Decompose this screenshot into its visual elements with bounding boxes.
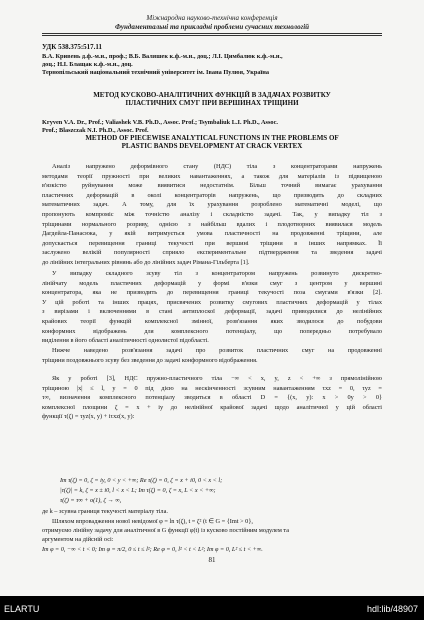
para3-line-1: Нижче наведено розв'язання задачі про розвиток пластичних смуг на продовженні: [52, 347, 382, 354]
authors-ua-line-1: В.А. Кривень д.ф.-м.н., проф.; В.Б. Валяшек к.ф.-м.н., доц.; Л.І. Цимбалюк к.ф.-м.н.,: [42, 53, 283, 60]
conference-subtitle: Фундаментальні та прикладні проблеми сучасних технологій: [114, 23, 310, 31]
para2-line-1: У випадку складного зсуву тіл з концентратором напружень розвинуто дискретно-: [52, 270, 382, 277]
footer-bar: [0, 596, 424, 620]
footer-handle: hdl:lib/48907: [366, 604, 418, 614]
para1-line-1: Аналіз напружено деформівного стану (НДС) тіла з концентраторами напружень: [52, 163, 382, 170]
para2-line-4: У цій роботі та інших працях, присвячених розвитку смугових пластичних деформацій у тілах: [42, 298, 382, 306]
header-rule-2: [42, 35, 382, 36]
para5-line-3: аргументом на дійсній осі:: [42, 536, 114, 543]
title-ua-line-2: ПЛАСТИЧНИХ СМУГ ПРИ ВЕРШИНАХ ТРІЩИНИ: [125, 99, 299, 107]
authors-en-line-2: Prof.; Blaszczak N.I. Ph.D., Assoc. Prof.: [42, 127, 149, 134]
affiliation: Тернопільський національний технічний університет ім. Івана Пулюя, Україна: [42, 69, 270, 76]
title-ua-line-1: МЕТОД КУСКОВО-АНАЛІТИЧНИХ ФУНКЦІЙ В ЗАДАЧАХ РОЗВИТКУ: [93, 91, 331, 99]
title-en-line-1: METHOD OF PIECEWISE ANALYTICAL FUNCTIONS IN THE PROBLEMS OF: [85, 134, 339, 142]
equation-line-3: τ(ζ) = τ∞ + o(1), ζ → ∞,: [60, 497, 122, 504]
para2-line-2: лінійчату модель пластичних деформацій у формі в'язки смуг з центром у вершині: [42, 279, 382, 287]
para1-line-6: пропонують компроміс між точністю аналізу і складністю задачі. Так, у випадку тіл з: [42, 211, 382, 218]
para4-line-2: тріщиною |x| ≤ l, y = 0 під дією на нескінченності зсувним навантаженням τxz = 0, τyz =: [42, 384, 382, 392]
para4-line-3: τ∞, визначення комплексного потенціалу зводиться в області D = {(x, y): x > 0y > 0}: [42, 394, 382, 402]
para1-line-11: до лінійних інтегральних рівнянь або до лінійних задач Рімана-Гільберта [1].: [42, 259, 250, 266]
para2-line-6: крайових теорії функцій комплексної змінної, розв'язання яких зводилося до побудови: [42, 318, 382, 325]
para1-line-8: Дагдейла-Панасюка, у якій витримується умова пластичності на продовженні тріщини, але: [42, 230, 382, 238]
footer-repository-name: ELARTU: [4, 604, 40, 614]
para4-line-1: Як у роботі [3], НДС пружно-пластичного тіла −∞ < x, y, z < +∞ з прямолінійною: [52, 375, 382, 382]
para1-line-4: пластичних деформацій в околі концентраторів напружень, що призводить до складних: [42, 191, 382, 199]
conference-title: Міжнародна науково-технічна конференція: [146, 14, 278, 22]
header-rule: [42, 33, 382, 34]
para1-line-2: методами теорії пружності при великих навантаженнях, а також для матеріалів із підвищеною: [42, 172, 382, 180]
para1-line-9: допускається перевищення границі текучості при вершині тріщини в інших напрямках. Її: [42, 239, 382, 247]
para1-line-10: заслужено велікій популярності сприяло експериментальне підтвердження та зведення задачі: [42, 249, 382, 257]
udc-code: УДК 538.375:517.11: [42, 43, 103, 51]
para2-line-7: конформних відображень для комплексного потенціалу, що попередньо потребувало: [42, 327, 382, 335]
para5-line-2: отримуємо лінійну задачу для аналітичної в G функції φ(t) із кусково постійним модулем та: [42, 527, 290, 534]
authors-en-line-1: Kryven V.A. Dr., Prof.; Valiashek V.B. Ph.D., Assoc. Prof.; Tsymbaliuk L.I. Ph.D., Assoc.: [42, 119, 278, 126]
para5-line-1: Шляхом впровадження нової невідомої φ = ln τ(ζ), t = ζ² (t ∈ G = {Imt > 0},: [52, 518, 253, 525]
para1-line-3: в'язкістю руйнування може виявитися недостатнім. Більш точний вимагає урахування: [42, 182, 382, 190]
final-equation: Im φ = 0, −∞ < t < 0; Im φ = π/2, 0 ≤ t ≤ l²; Re φ = 0, l² < t < L²; Im φ = 0, L² ≤ t < +∞.: [42, 546, 263, 553]
authors-ua-line-2: доц.; Н.І. Блащак к.ф.-м.н., доц.: [42, 61, 133, 68]
para4-line-5: функції τ(ζ) = τyz(x, y) + iτxz(x, y):: [42, 413, 135, 421]
para4-line-4: комплексної площини ζ = x + iy до нелінійної крайової задачі щодо аналітичної у цій області: [42, 403, 382, 411]
para2-line-8: виділення в його області аналітичності однолистої підобласті.: [42, 337, 209, 345]
equation-line-2: |τ(ζ)| = k, ζ = x ± i0, l < x < L; Im τ(ζ) = 0, ζ = x, L < x < +∞;: [60, 487, 216, 494]
para2-line-3: концентратора, яка не призводить до перевищення границі текучості поза смугами в'язки [2].: [42, 289, 382, 297]
para1-line-5: математичних задач. А тому, для їх урахування розроблено математичні моделі, що: [42, 201, 382, 209]
equation-note: де k – зсувна границя текучості матеріалу тіла.: [42, 508, 168, 515]
page-number: 81: [208, 556, 216, 564]
equation-line-1: Im τ(ζ) = 0, ζ = iy, 0 < y < +∞; Re τ(ζ) = 0, ζ = x + i0, 0 < x < l;: [60, 477, 223, 484]
title-en-line-2: PLASTIC BANDS DEVELOPMENT AT CRACK VERTEX: [121, 142, 303, 150]
para1-line-7: тріщинами нормального розриву, однією з найбільш вдалих і плодотворних виявилася модель: [42, 220, 382, 228]
para2-line-5: з вирізами і включеннями в стані антиплоскої деформації, задачі приводилися до нелінійних: [42, 308, 382, 316]
para3-line-2: тріщини поздовжнього зсуву без зведення до задачі конформного відображення.: [42, 356, 258, 364]
